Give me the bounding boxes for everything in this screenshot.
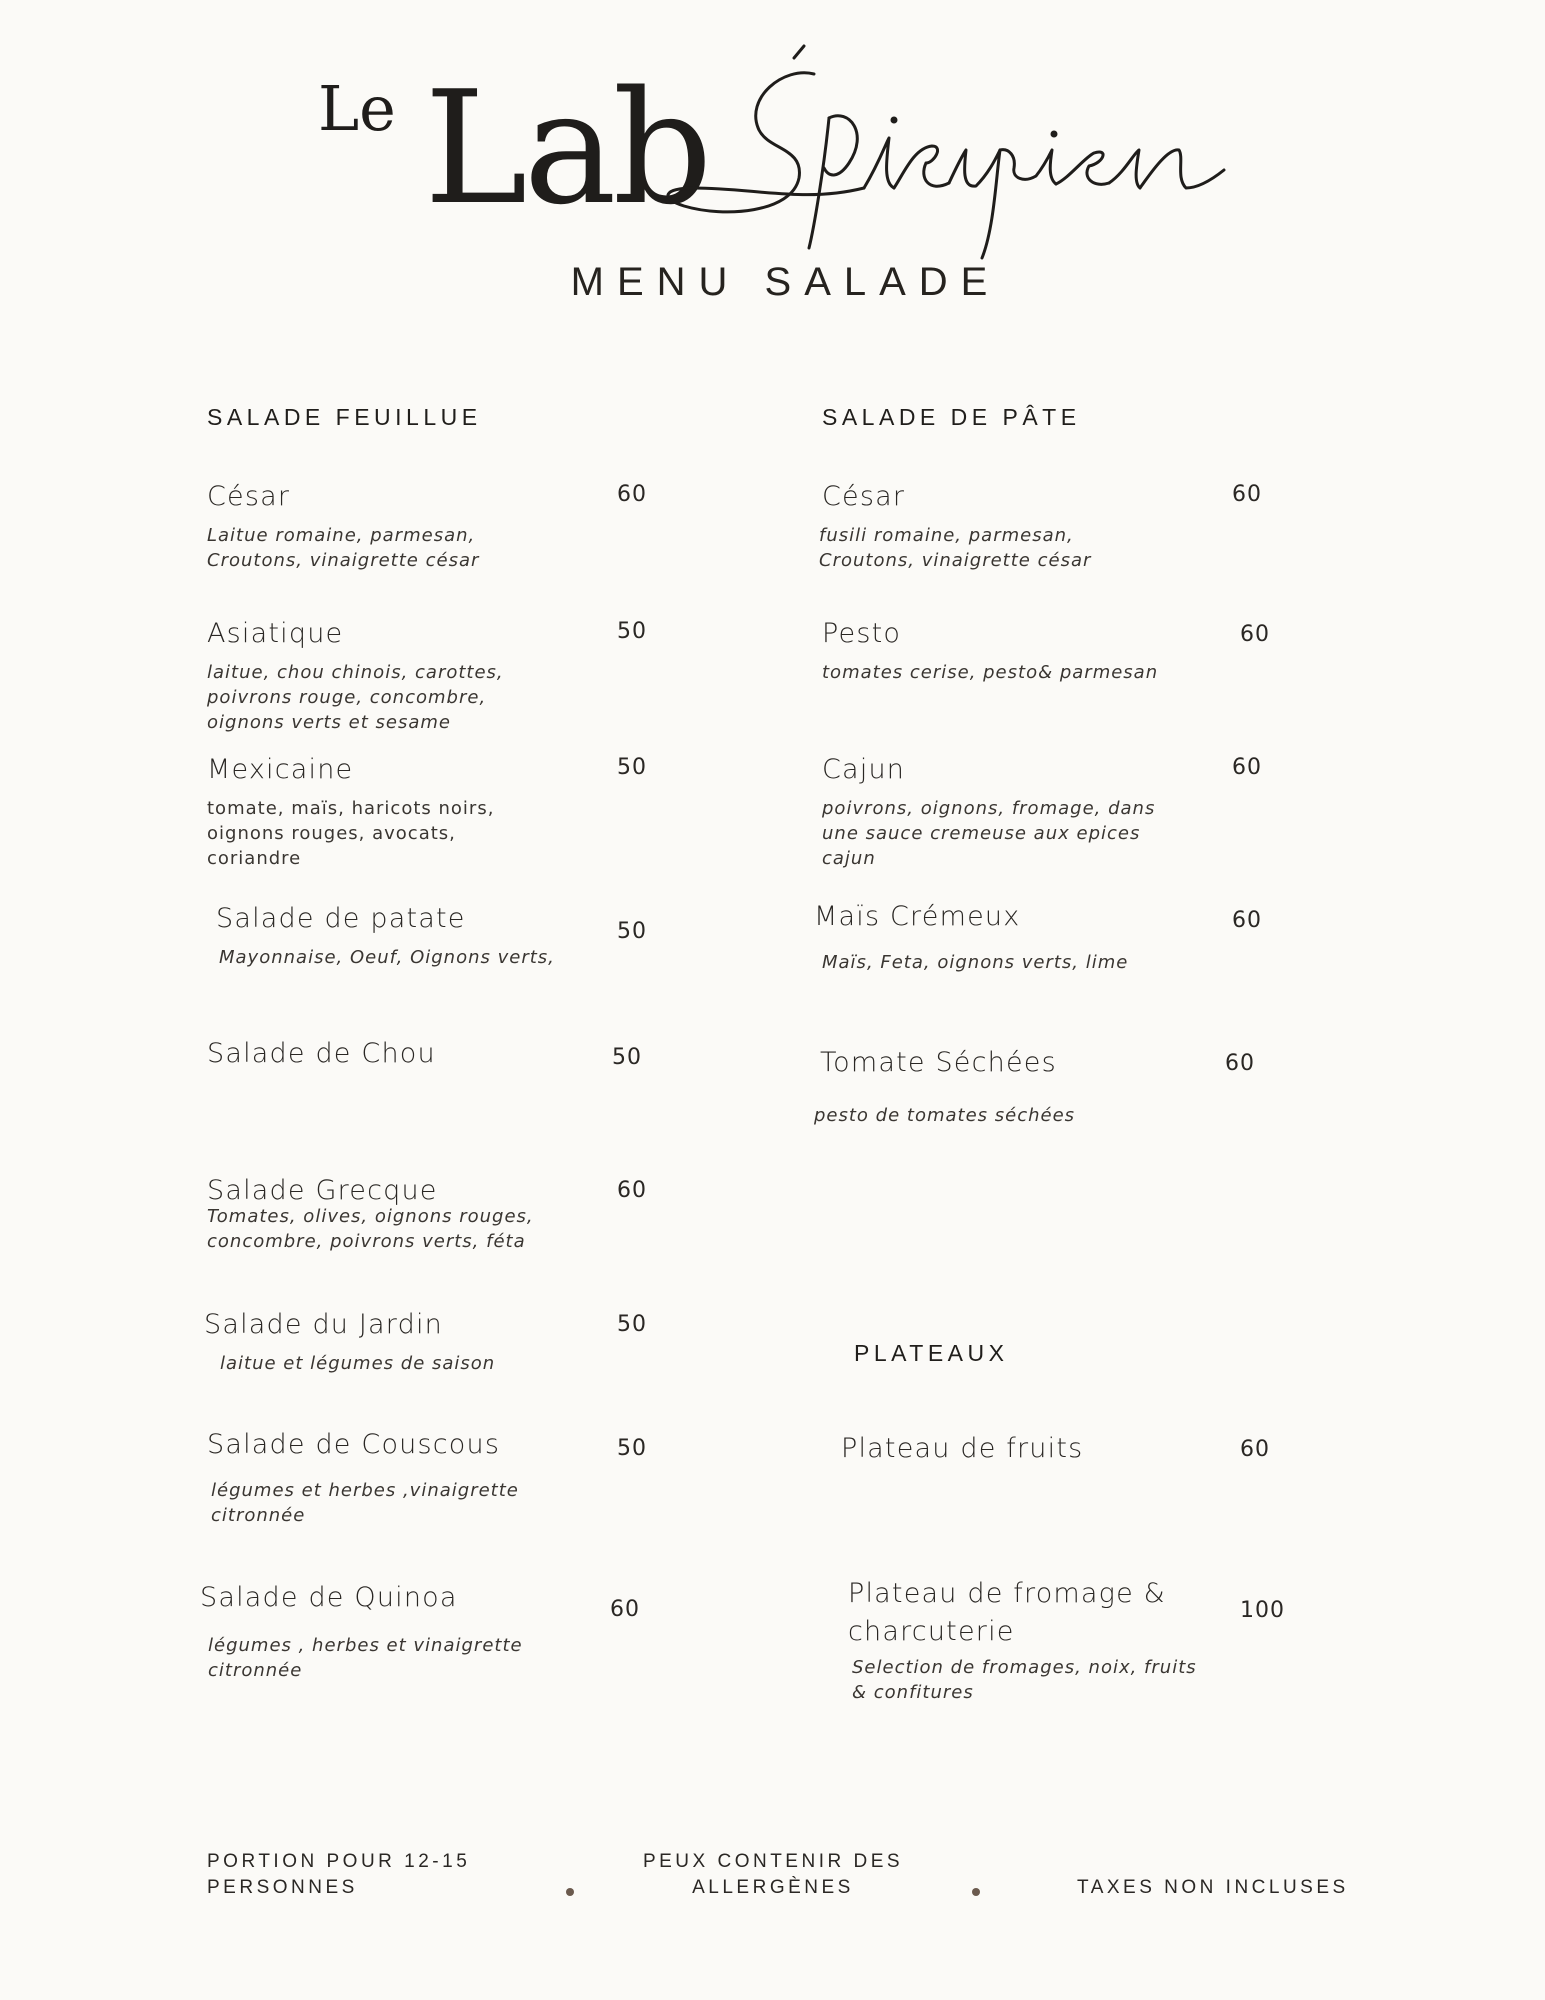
menu-item-name: César — [822, 481, 906, 512]
menu-item-description: Selection de fromages, noix, fruits & confitures — [852, 1657, 1197, 1703]
logo-le: Le — [318, 72, 396, 145]
section-plateaux: PLATEAUX — [854, 1340, 1009, 1366]
menu-item-name: Mexicaine — [207, 754, 354, 785]
menu-item-description: laitue, chou chinois, carottes, poivrons rouge, concombre, oignons verts et sesame — [207, 662, 504, 733]
menu-item-description: Laitue romaine, parmesan, Croutons, vinaigrette césar — [207, 525, 480, 571]
menu-item-price: 50 — [617, 619, 647, 644]
menu-item-price: 50 — [617, 1312, 647, 1337]
menu-item-name: Cajun — [822, 754, 906, 785]
menu-item-description: Tomates, olives, oignons rouges, concombre, poivrons verts, féta — [207, 1206, 534, 1252]
menu-item-price: 50 — [617, 755, 647, 780]
menu-item-price: 50 — [617, 1436, 647, 1461]
menu-item-price: 60 — [617, 482, 647, 507]
menu-item-description: poivrons, oignons, fromage, dans une sauce cremeuse aux epices cajun — [822, 798, 1156, 869]
menu-item-name: César — [207, 481, 291, 512]
menu-item-name: Plateau de fruits — [841, 1433, 1084, 1464]
menu-item-name: Salade de patate — [216, 903, 466, 934]
footer-dot — [566, 1888, 574, 1896]
menu-item-name: Pesto — [822, 618, 902, 649]
menu-item-price: 100 — [1240, 1598, 1285, 1623]
menu-item-description: tomates cerise, pesto& parmesan — [822, 662, 1159, 683]
menu-item-price: 50 — [612, 1045, 642, 1070]
menu-item-price: 50 — [617, 919, 647, 944]
menu-item-description: légumes et herbes ,vinaigrette citronnée — [211, 1480, 519, 1526]
menu-item-price: 60 — [1232, 908, 1262, 933]
footer-dot — [972, 1888, 980, 1896]
menu-item-price: 60 — [1225, 1051, 1255, 1076]
menu-item-price: 60 — [1240, 622, 1270, 647]
menu-item-name: Plateau de fromage & charcuterie — [848, 1578, 1166, 1647]
menu-item-description: légumes , herbes et vinaigrette citronnée — [208, 1635, 523, 1681]
menu-item-description: tomate, maïs, haricots noirs, oignons rouges, avocats, coriandre — [207, 798, 495, 869]
logo-lab: Lab — [424, 57, 709, 239]
menu-item-description: Maïs, Feta, oignons verts, lime — [822, 952, 1129, 973]
footer-allergenes: PEUX CONTENIR DES ALLERGÈNES — [642, 1851, 904, 1898]
menu-item-name: Salade Grecque — [207, 1175, 438, 1206]
section-salade-de-pate: SALADE DE PÂTE — [822, 404, 1081, 430]
menu-item-description: laitue et légumes de saison — [220, 1353, 496, 1374]
menu-item-name: Asiatique — [207, 618, 344, 649]
menu-item-description: fusili romaine, parmesan, Croutons, vinaigrette césar — [819, 525, 1092, 571]
menu-item-price: 60 — [1240, 1437, 1270, 1462]
menu-item-name: Tomate Séchées — [820, 1047, 1057, 1078]
menu-item-description: Mayonnaise, Oeuf, Oignons verts, — [219, 947, 555, 968]
menu-item-price: 60 — [610, 1597, 640, 1622]
menu-title: MENU SALADE — [570, 260, 1001, 304]
menu-item-name: Salade de Couscous — [207, 1429, 501, 1460]
menu-item-price: 60 — [617, 1178, 647, 1203]
menu-item-name: Salade de Chou — [207, 1038, 436, 1069]
menu-item-name: Maïs Crémeux — [814, 901, 1021, 932]
menu-item-description: pesto de tomates séchées — [814, 1105, 1076, 1126]
section-salade-feuillue: SALADE FEUILLUE — [207, 404, 482, 430]
logo-script-epicurien — [664, 38, 1244, 268]
menu-item-name: Salade du Jardin — [204, 1309, 443, 1340]
menu-item-price: 60 — [1232, 482, 1262, 507]
menu-item-name: Salade de Quinoa — [200, 1582, 458, 1613]
menu-item-price: 60 — [1232, 755, 1262, 780]
footer-portion: PORTION POUR 12-15 PERSONNES — [207, 1851, 471, 1898]
footer-taxes: TAXES NON INCLUSES — [1077, 1877, 1349, 1898]
